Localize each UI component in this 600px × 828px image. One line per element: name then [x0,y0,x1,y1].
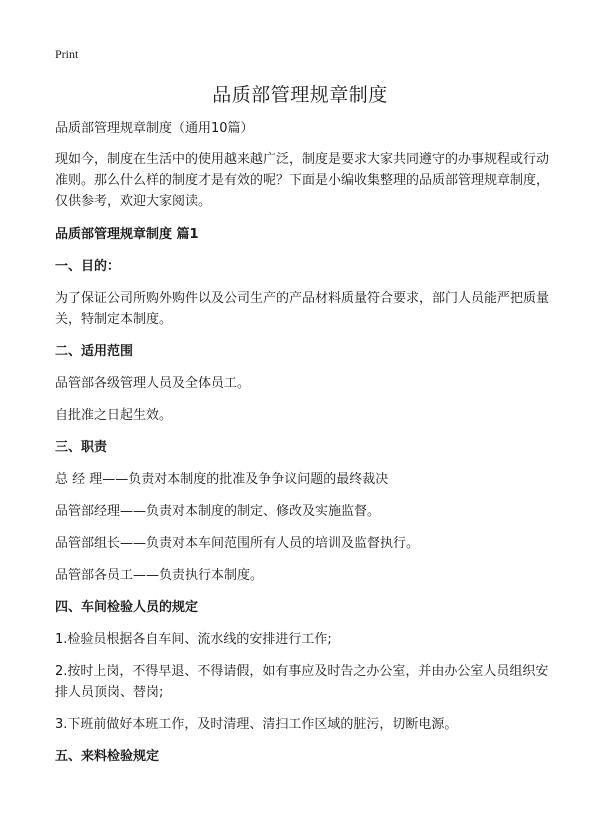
intro-paragraph: 现如今，制度在生活中的使用越来越广泛，制度是要求大家共同遵守的办事规程或行动准则。那么什么样的制度才是有效的呢？下面是小编收集整理的品质部管理规章制度，仅供参考，欢迎大家阅读。 [55,152,550,209]
rule-item-2: 2.按时上岗，不得早退、不得请假，如有事应及时告之办公室，并由办公室人员组织安排人员顶岗、替岗; [55,664,549,700]
heading-scope: 二、适用范围 [55,344,134,359]
rule-item-3: 3.下班前做好本班工作，及时清理、清扫工作区域的脏污，切断电源。 [55,717,458,732]
heading-duties: 三、职责 [55,440,108,455]
print-link[interactable]: Print [55,47,79,61]
duty-qc-staff: 品管部各员工——负责执行本制度。 [55,568,264,583]
scope-paragraph: 品管部各级管理人员及全体员工。 [55,376,251,391]
duty-qc-leader: 品管部组长——负责对本车间范围所有人员的培训及监督执行。 [55,536,420,551]
duty-qc-manager: 品管部经理——负责对本制度的制定、修改及实施监督。 [55,504,381,519]
document-title: 品质部管理规章制度 [212,84,388,106]
document-body [55,118,555,778]
heading-purpose: 一、目的： [55,259,121,274]
section-title: 品质部管理规章制度 篇1 [55,227,199,242]
heading-incoming-inspection: 五、来料检验规定 [55,749,160,764]
document-subtitle: 品质部管理规章制度（通用10篇） [55,121,254,136]
duty-general-manager: 总 经 理——负责对本制度的批准及争争议问题的最终裁决 [55,472,389,487]
effective-paragraph: 自批准之日起生效。 [55,408,173,423]
heading-workshop-inspectors: 四、车间检验人员的规定 [55,600,199,615]
rule-item-1: 1.检验员根据各自车间、流水线的安排进行工作; [55,632,332,647]
purpose-paragraph: 为了保证公司所购外购件以及公司生产的产品材料质量符合要求，部门人员能严把质量关，特制定本制度。 [55,291,550,327]
